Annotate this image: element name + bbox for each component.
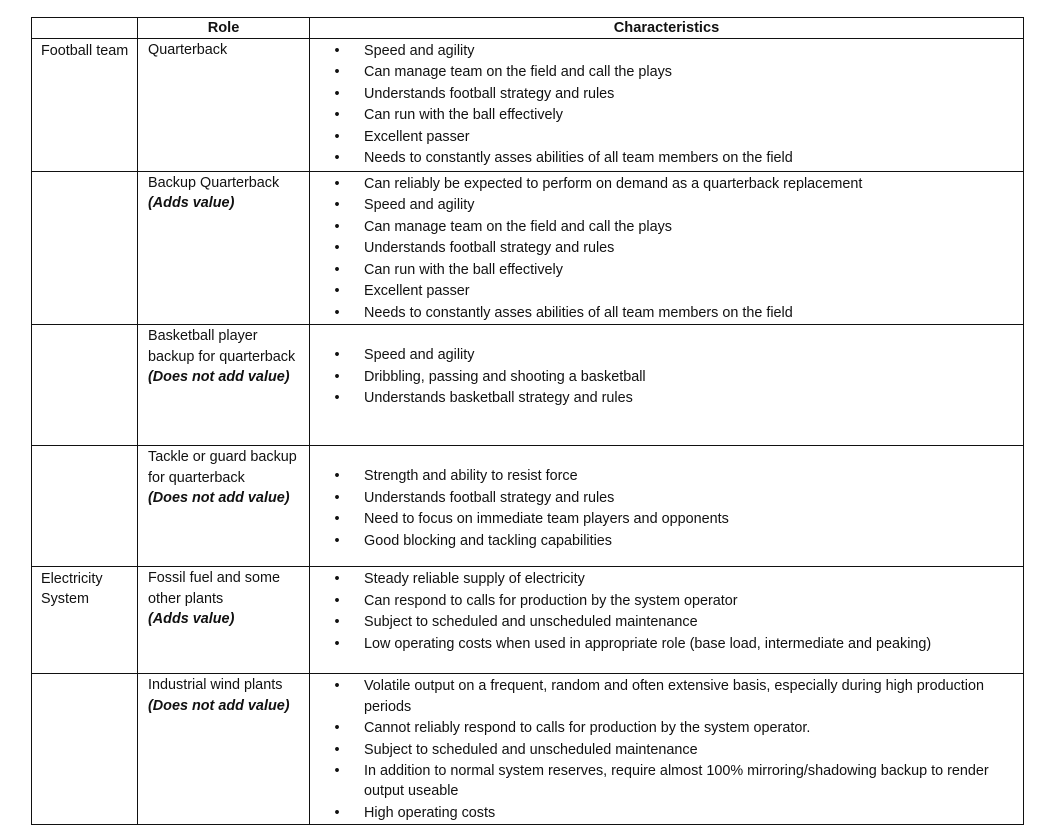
role-value-note: (Does not add value) — [148, 489, 290, 506]
bullet-icon: • — [334, 741, 340, 758]
list-item — [310, 634, 1017, 654]
header-characteristics: Characteristics — [310, 18, 1024, 39]
list-item — [310, 62, 1017, 82]
list-item — [310, 105, 1017, 125]
header-role: Role — [138, 18, 310, 39]
list-item — [310, 612, 1017, 632]
list-item — [310, 803, 1017, 823]
system-cell — [32, 674, 138, 825]
role-label: Tackle or guard backup for quarterback — [148, 449, 297, 486]
characteristics-cell — [310, 446, 1024, 567]
role-value-note: (Adds value) — [148, 610, 235, 627]
system-cell: Electricity System — [32, 567, 138, 674]
list-item — [310, 676, 1017, 717]
characteristic-text: Needs to constantly asses abilities of all team members on the field — [364, 150, 793, 167]
list-item — [310, 718, 1017, 738]
bullet-icon: • — [334, 240, 340, 257]
characteristic-text: Can reliably be expected to perform on demand as a quarterback replacement — [364, 176, 863, 192]
bullet-icon: • — [334, 283, 340, 300]
list-item — [310, 591, 1017, 611]
characteristic-text: Strength and ability to resist force — [364, 468, 578, 485]
bullet-icon: • — [334, 85, 340, 102]
list-item — [310, 217, 1017, 237]
bullet-icon: • — [334, 532, 340, 549]
list-item — [310, 238, 1017, 258]
characteristic-text: Understands basketball strategy and rules — [364, 390, 633, 407]
bullet-icon: • — [334, 635, 340, 652]
characteristic-text: Steady reliable supply of electricity — [364, 571, 585, 588]
role-label: Quarterback — [148, 42, 228, 58]
system-cell — [32, 172, 138, 325]
bullet-icon: • — [334, 347, 340, 364]
list-item — [310, 488, 1017, 508]
characteristics-list — [310, 676, 1017, 823]
characteristic-text: Low operating costs when used in appropriate role (base load, intermediate and peaking) — [364, 635, 932, 652]
list-item — [310, 740, 1017, 760]
role-label: Backup Quarterback — [148, 175, 280, 191]
bullet-icon: • — [334, 678, 340, 695]
characteristic-text: Understands football strategy and rules — [364, 85, 615, 102]
bullet-icon: • — [334, 592, 340, 609]
characteristic-text: Good blocking and tackling capabilities — [364, 532, 612, 549]
bullet-icon: • — [334, 304, 340, 321]
characteristic-text: Volatile output on a frequent, random and often extensive basis, especially during high production periods — [364, 678, 985, 715]
characteristic-text: In addition to normal system reserves, require almost 100% mirroring/shadowing backup to render output useable — [364, 763, 989, 800]
characteristic-text: Excellent passer — [364, 283, 470, 300]
characteristic-text: High operating costs — [364, 804, 496, 821]
characteristic-text: Understands football strategy and rules — [364, 489, 615, 506]
table-row — [32, 446, 1024, 567]
table-row — [32, 172, 1024, 325]
roles-table — [31, 17, 1024, 825]
bullet-icon: • — [334, 511, 340, 528]
bullet-icon: • — [334, 571, 340, 588]
list-item — [310, 84, 1017, 104]
system-cell — [32, 446, 138, 567]
bullet-icon: • — [334, 489, 340, 506]
list-item — [310, 761, 1017, 802]
list-item — [310, 569, 1017, 589]
characteristics-cell — [310, 172, 1024, 325]
bullet-icon: • — [334, 368, 340, 385]
list-item — [310, 531, 1017, 551]
characteristics-list — [310, 345, 1017, 408]
characteristic-text: Speed and agility — [364, 43, 475, 59]
role-value-note: (Does not add value) — [148, 368, 290, 385]
system-cell — [32, 325, 138, 446]
bullet-icon: • — [334, 218, 340, 235]
characteristic-text: Subject to scheduled and unscheduled maintenance — [364, 741, 698, 758]
role-cell — [138, 325, 310, 446]
bullet-icon: • — [334, 150, 340, 167]
list-item — [310, 41, 1017, 61]
characteristic-text: Subject to scheduled and unscheduled maintenance — [364, 614, 698, 631]
characteristic-text: Need to focus on immediate team players and opponents — [364, 511, 729, 528]
bullet-icon: • — [334, 64, 340, 81]
characteristics-list — [310, 569, 1017, 654]
system-cell: Football team — [32, 39, 138, 172]
characteristic-text: Can manage team on the field and call the plays — [364, 64, 672, 81]
characteristic-text: Excellent passer — [364, 128, 470, 145]
role-label: Basketball player backup for quarterback — [148, 328, 296, 365]
list-item — [310, 148, 1017, 168]
characteristic-text: Speed and agility — [364, 347, 475, 364]
list-item — [310, 174, 1017, 194]
role-cell — [138, 567, 310, 674]
role-value-note: (Does not add value) — [148, 697, 290, 714]
role-cell — [138, 172, 310, 325]
header-system — [32, 18, 138, 39]
characteristic-text: Can run with the ball effectively — [364, 261, 563, 278]
characteristic-text: Can respond to calls for production by the system operator — [364, 592, 738, 609]
list-item — [310, 195, 1017, 215]
characteristics-list — [310, 41, 1017, 169]
list-item — [310, 127, 1017, 147]
characteristic-text: Dribbling, passing and shooting a basketball — [364, 368, 646, 385]
list-item — [310, 345, 1017, 365]
table-row — [32, 39, 1024, 172]
table-row — [32, 674, 1024, 825]
role-cell — [138, 674, 310, 825]
characteristics-cell — [310, 325, 1024, 446]
role-cell — [138, 39, 310, 172]
bullet-icon: • — [334, 763, 340, 780]
list-item — [310, 466, 1017, 486]
characteristics-list — [310, 466, 1017, 551]
list-item — [310, 367, 1017, 387]
characteristic-text: Can run with the ball effectively — [364, 107, 563, 124]
role-cell — [138, 446, 310, 567]
bullet-icon: • — [334, 261, 340, 278]
characteristics-cell — [310, 39, 1024, 172]
bullet-icon: • — [334, 390, 340, 407]
characteristic-text: Can manage team on the field and call the plays — [364, 218, 672, 235]
characteristics-cell — [310, 674, 1024, 825]
list-item — [310, 260, 1017, 280]
role-value-note: (Adds value) — [148, 195, 235, 212]
characteristic-text: Understands football strategy and rules — [364, 240, 615, 257]
bullet-icon: • — [334, 614, 340, 631]
table-row — [32, 325, 1024, 446]
bullet-icon: • — [334, 107, 340, 124]
table-row — [32, 567, 1024, 674]
bullet-icon: • — [334, 468, 340, 485]
list-item — [310, 509, 1017, 529]
role-label: Industrial wind plants — [148, 677, 283, 694]
bullet-icon: • — [334, 43, 340, 59]
role-label: Fossil fuel and some other plants — [148, 570, 280, 607]
characteristic-text: Cannot reliably respond to calls for production by the system operator. — [364, 720, 811, 737]
characteristic-text: Speed and agility — [364, 197, 475, 214]
bullet-icon: • — [334, 720, 340, 737]
list-item — [310, 281, 1017, 301]
bullet-icon: • — [334, 804, 340, 821]
bullet-icon: • — [334, 128, 340, 145]
list-item — [310, 303, 1017, 323]
bullet-icon: • — [334, 176, 340, 192]
header-row — [32, 18, 1024, 39]
characteristics-cell — [310, 567, 1024, 674]
characteristics-list — [310, 174, 1017, 323]
characteristic-text: Needs to constantly asses abilities of all team members on the field — [364, 304, 793, 321]
bullet-icon: • — [334, 197, 340, 214]
list-item — [310, 388, 1017, 408]
